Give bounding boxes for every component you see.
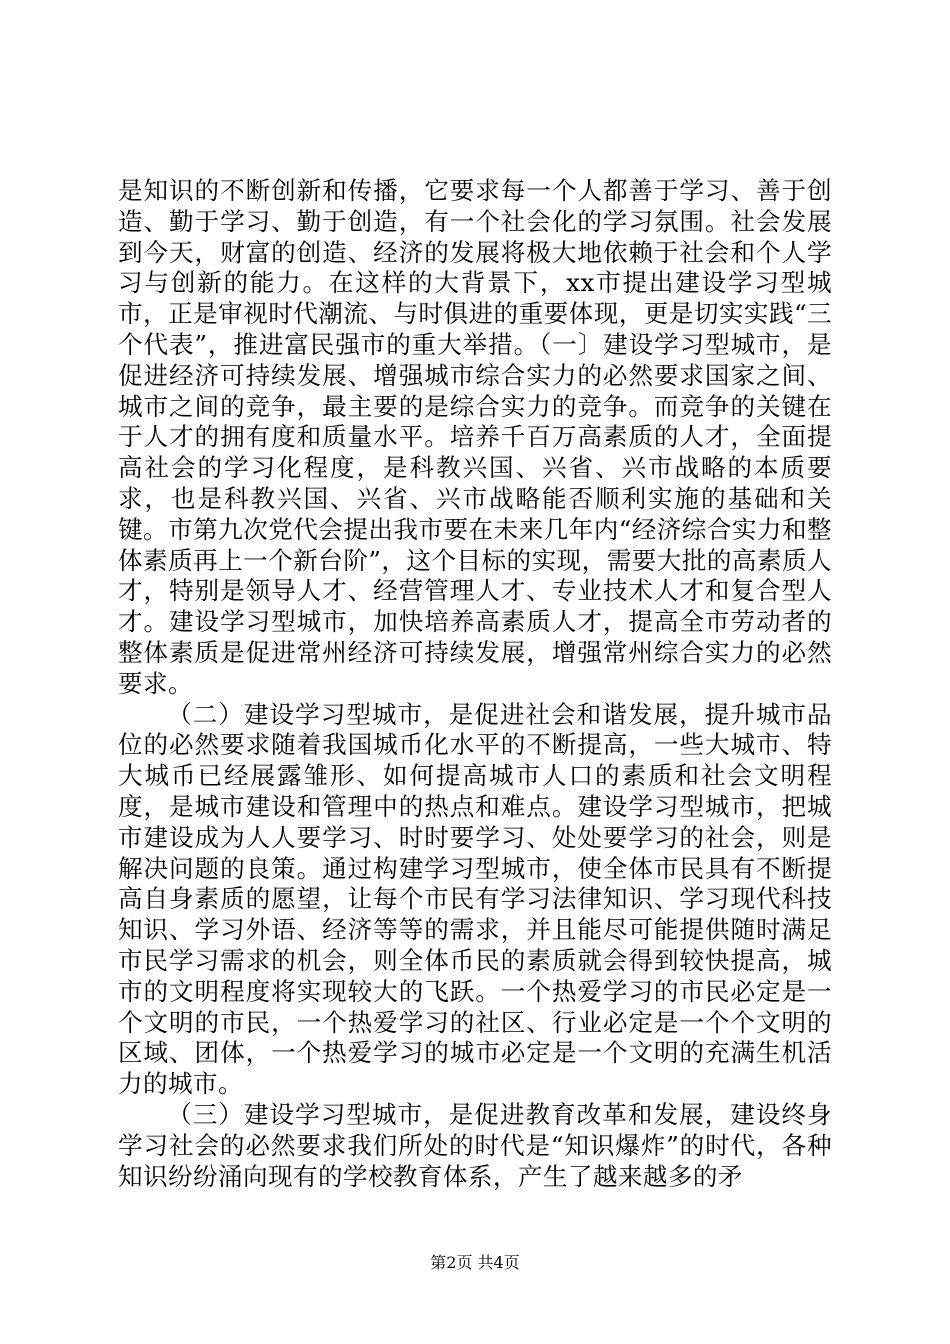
- paragraph-1: 是知识的不断创新和传播，它要求每一个人都善于学习、善于创造、勤于学习、勤于创造，有一个社会化的学习氛围。社会发展到今天，财富的创造、经济的发展将极大地依赖于社会和个人学习与创新的能力。在这样的大背景下，xx市提出建设学习型城市，正是审视时代潮流、与时俱进的重要体现，更是切实实践“三个代表”，推进富民强市的重大举措。（一〕建设学习型城市，是促进经济可持续发展、增强城市综合实力的必然要求国家之间、城市之间的竞争，最主要的是综合实力的竞争。而竞争的关键在于人才的拥有度和质量水平。培养千百万高素质的人才，全面提高社会的学习化程度，是科教兴国、兴省、兴市战略的本质要求，也是科教兴国、兴省、兴市战略能否顺利实施的基础和关键。市第九次党代会提出我市要在未来几年内“经济综合实力和整体素质再上一个新台阶”，这个目标的实现，需要大批的高素质人才，特别是领导人才、经营管理人才、专业技术人才和复合型人才。建设学习型城市，加快培养高素质人才，提高全市劳动者的整体素质是促进常州经济可持续发展，增强常州综合实力的必然要求。: [118, 176, 832, 698]
- paragraph-3: （三）建设学习型城市，是促进教育改革和发展，建设终身学习社会的必然要求我们所处的时代是“知识爆炸”的时代，各种知识纷纷涌向现有的学校教育体系，产生了越来越多的矛: [118, 1099, 832, 1191]
- page-footer: 第2页 共4页: [430, 1253, 520, 1272]
- paragraph-2: （二）建设学习型城市，是促进社会和谐发展，提升城市品位的必然要求随着我国城币化水平的不断提高，一些大城市、特大城币已经展露雏形、如何提高城市人口的素质和社会文明程度，是城市建设和管理中的热点和难点。建设学习型城市，把城市建设成为人人要学习、时时要学习、处处要学习的社会，则是解决问题的良策。通过构建学习型城市，使全体市民具有不断提高自身素质的愿望，让每个市民有学习法律知识、学习现代科技知识、学习外语、经济等等的需求，并且能尽可能提供随时满足市民学习需求的机会，则全体币民的素质就会得到较快提高，城市的文明程度将实现较大的飞跃。一个热爱学习的市民必定是一个文明的市民，一个热爱学习的社区、行业必定是一个个文明的区域、团体，一个热爱学习的城市必定是一个文明的充满生机活力的城市。: [118, 699, 832, 1099]
- document-body: [118, 176, 832, 1192]
